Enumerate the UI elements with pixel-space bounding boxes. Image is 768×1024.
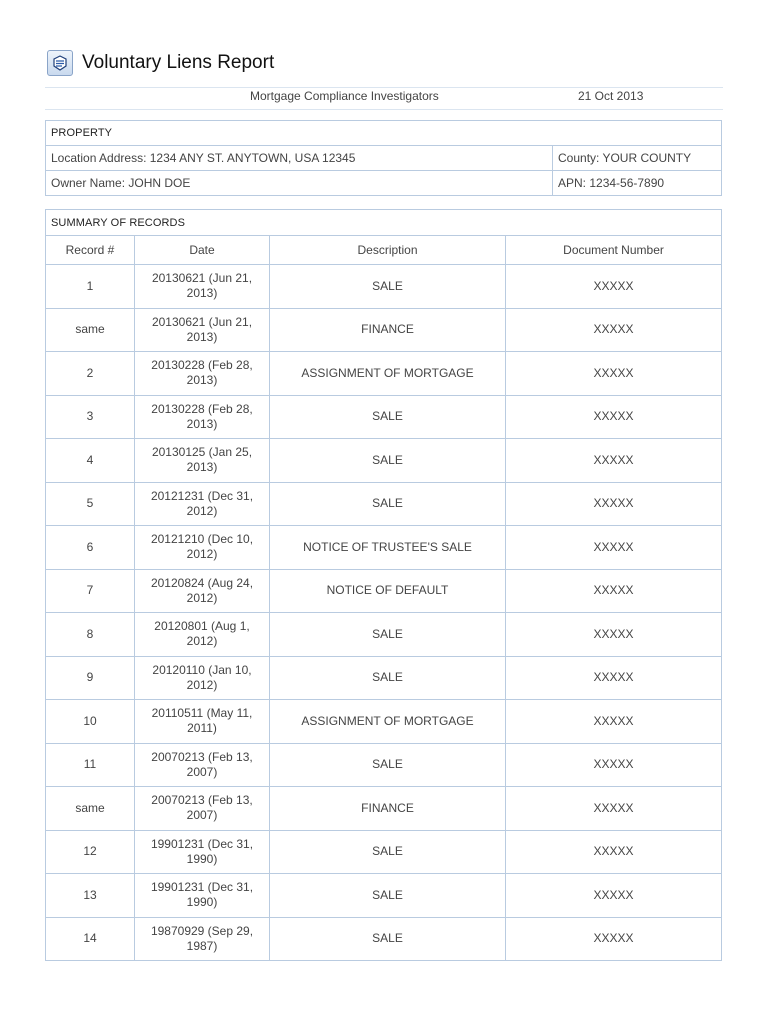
table-row (46, 265, 722, 309)
cell-document-number: XXXXX (506, 439, 722, 483)
cell-date: 19901231 (Dec 31, 1990) (135, 874, 270, 918)
cell-record: 10 (46, 700, 135, 744)
cell-document-number: XXXXX (506, 265, 722, 309)
cell-date: 20130125 (Jan 25, 2013) (135, 439, 270, 483)
summary-heading: SUMMARY OF RECORDS (46, 210, 722, 236)
cell-description: SALE (270, 830, 506, 874)
column-header-document-number: Document Number (506, 236, 722, 265)
cell-description: ASSIGNMENT OF MORTGAGE (270, 700, 506, 744)
cell-description: SALE (270, 656, 506, 700)
report-header (47, 48, 274, 78)
cell-date: 20120801 (Aug 1, 2012) (135, 613, 270, 657)
cell-record: 1 (46, 265, 135, 309)
cell-date: 20070213 (Feb 13, 2007) (135, 743, 270, 787)
cell-record: 14 (46, 917, 135, 961)
table-row (46, 395, 722, 439)
cell-description: SALE (270, 395, 506, 439)
cell-document-number: XXXXX (506, 917, 722, 961)
cell-date: 20121210 (Dec 10, 2012) (135, 526, 270, 570)
table-row (46, 874, 722, 918)
cell-date: 20121231 (Dec 31, 2012) (135, 482, 270, 526)
column-header-record: Record # (46, 236, 135, 265)
property-heading: PROPERTY (46, 121, 722, 146)
cell-description: NOTICE OF TRUSTEE'S SALE (270, 526, 506, 570)
summary-of-records-table (45, 209, 722, 961)
cell-description: SALE (270, 874, 506, 918)
cell-record: 3 (46, 395, 135, 439)
cell-description: SALE (270, 265, 506, 309)
cell-date: 20110511 (May 11, 2011) (135, 700, 270, 744)
cell-record: 7 (46, 569, 135, 613)
cell-date: 19901231 (Dec 31, 1990) (135, 830, 270, 874)
cell-description: FINANCE (270, 308, 506, 352)
cell-record: 11 (46, 743, 135, 787)
cell-document-number: XXXXX (506, 613, 722, 657)
cell-description: NOTICE OF DEFAULT (270, 569, 506, 613)
table-row (46, 787, 722, 831)
column-header-date: Date (135, 236, 270, 265)
cell-date: 20130228 (Feb 28, 2013) (135, 352, 270, 396)
header-divider-top (45, 87, 723, 88)
property-table (45, 120, 722, 196)
cell-document-number: XXXXX (506, 569, 722, 613)
cell-document-number: XXXXX (506, 308, 722, 352)
cell-date: 20130621 (Jun 21, 2013) (135, 308, 270, 352)
location-address: Location Address: 1234 ANY ST. ANYTOWN, USA 12345 (46, 146, 553, 171)
cell-document-number: XXXXX (506, 352, 722, 396)
column-header-description: Description (270, 236, 506, 265)
cell-record: 13 (46, 874, 135, 918)
company-name: Mortgage Compliance Investigators (250, 89, 439, 103)
cell-document-number: XXXXX (506, 830, 722, 874)
table-row (46, 308, 722, 352)
cell-document-number: XXXXX (506, 526, 722, 570)
cell-date: 20130621 (Jun 21, 2013) (135, 265, 270, 309)
table-row (46, 569, 722, 613)
page-title: Voluntary Liens Report (82, 52, 275, 73)
cell-description: SALE (270, 917, 506, 961)
cell-record: 4 (46, 439, 135, 483)
cell-record: 12 (46, 830, 135, 874)
table-row (46, 700, 722, 744)
cell-document-number: XXXXX (506, 700, 722, 744)
cell-date: 20130228 (Feb 28, 2013) (135, 395, 270, 439)
report-date: 21 Oct 2013 (578, 89, 644, 103)
cell-record: 6 (46, 526, 135, 570)
cell-record: 2 (46, 352, 135, 396)
cell-record: same (46, 308, 135, 352)
cell-record: 9 (46, 656, 135, 700)
cell-description: ASSIGNMENT OF MORTGAGE (270, 352, 506, 396)
column-header-row (46, 236, 722, 265)
apn: APN: 1234-56-7890 (553, 171, 722, 196)
cell-document-number: XXXXX (506, 743, 722, 787)
report-logo-icon (47, 50, 73, 76)
cell-record: 8 (46, 613, 135, 657)
cell-description: SALE (270, 439, 506, 483)
county: County: YOUR COUNTY (553, 146, 722, 171)
cell-date: 20120824 (Aug 24, 2012) (135, 569, 270, 613)
cell-document-number: XXXXX (506, 482, 722, 526)
cell-date: 20070213 (Feb 13, 2007) (135, 787, 270, 831)
cell-date: 20120110 (Jan 10, 2012) (135, 656, 270, 700)
table-row (46, 743, 722, 787)
cell-description: SALE (270, 482, 506, 526)
cell-document-number: XXXXX (506, 787, 722, 831)
cell-document-number: XXXXX (506, 874, 722, 918)
cell-document-number: XXXXX (506, 395, 722, 439)
cell-date: 19870929 (Sep 29, 1987) (135, 917, 270, 961)
table-row (46, 613, 722, 657)
table-row (46, 352, 722, 396)
table-row (46, 830, 722, 874)
cell-description: SALE (270, 613, 506, 657)
table-row (46, 526, 722, 570)
cell-description: SALE (270, 743, 506, 787)
cell-description: FINANCE (270, 787, 506, 831)
table-row (46, 917, 722, 961)
cell-record: 5 (46, 482, 135, 526)
header-divider-bottom (45, 109, 723, 110)
cell-document-number: XXXXX (506, 656, 722, 700)
cell-record: same (46, 787, 135, 831)
table-row (46, 439, 722, 483)
table-row (46, 482, 722, 526)
table-row (46, 656, 722, 700)
owner-name: Owner Name: JOHN DOE (46, 171, 553, 196)
